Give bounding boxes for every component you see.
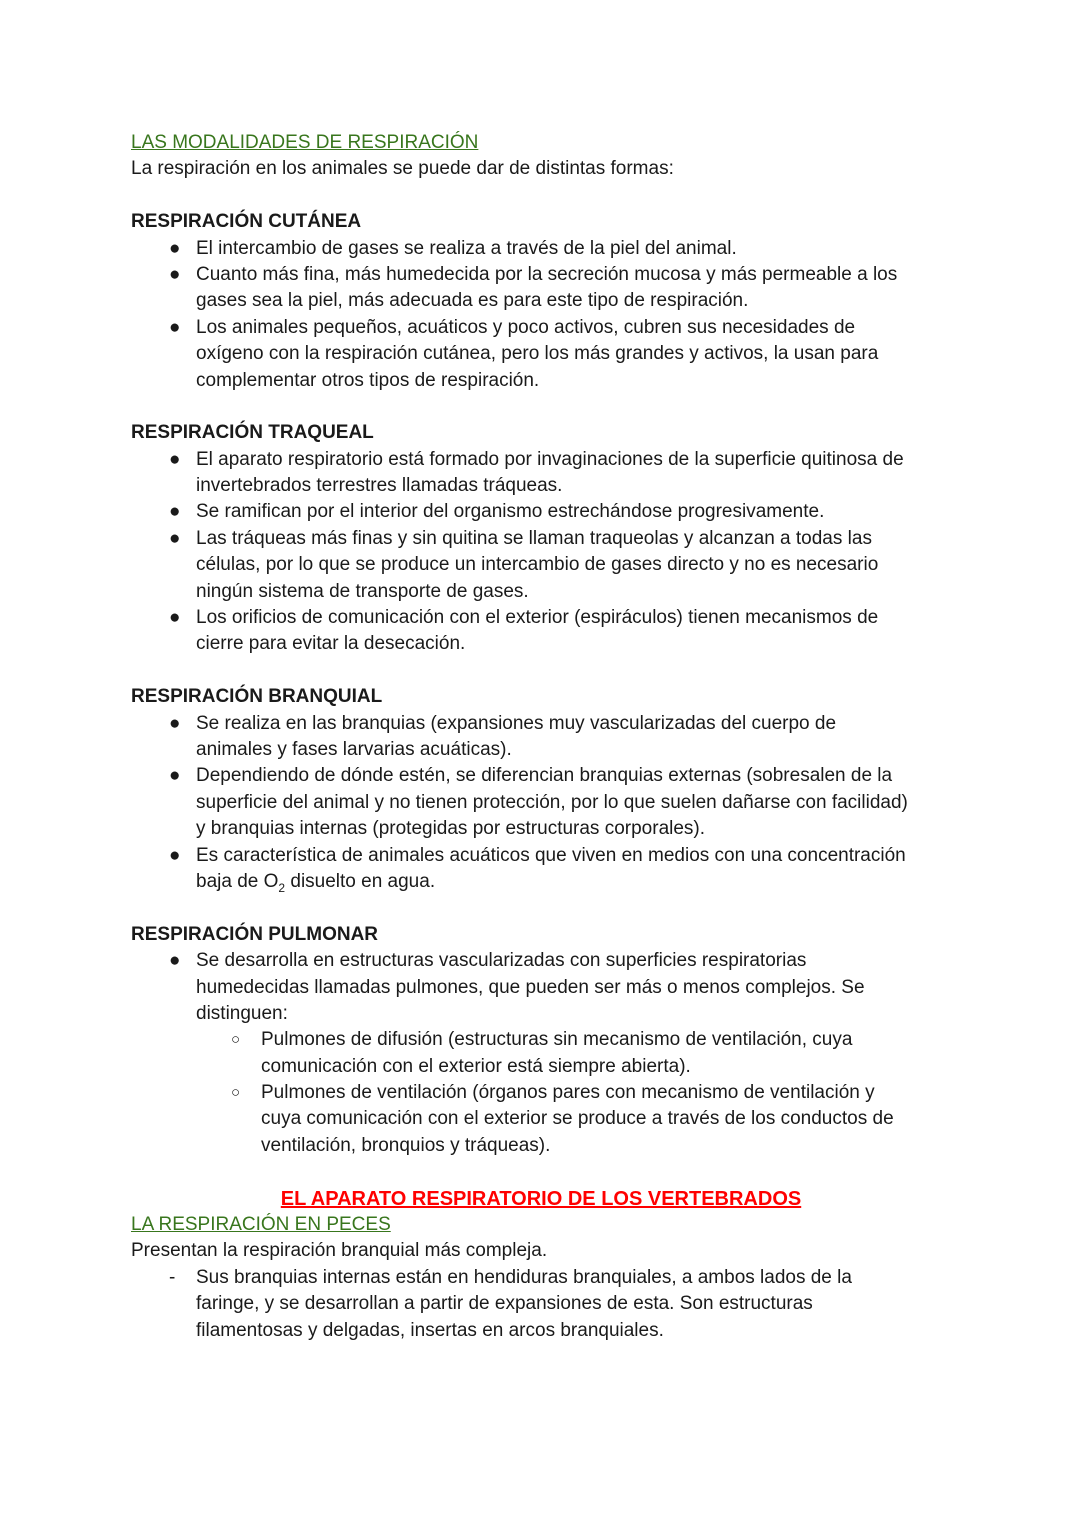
text-line: El aparato respiratorio está formado por invaginaciones de la superficie quitinosa de: [196, 448, 904, 470]
text-line: cuya comunicación con el exterior se produce a través de los conductos de: [261, 1108, 894, 1130]
hollow-bullet-icon: ○: [231, 1031, 241, 1049]
text-line: y branquias internas (protegidas por estructuras corporales).: [196, 818, 706, 840]
bullet-icon: ●: [169, 844, 181, 866]
text-line: RESPIRACIÓN PULMONAR: [131, 923, 379, 945]
bullet-icon: ●: [169, 501, 181, 523]
text-line: Los animales pequeños, acuáticos y poco activos, cubren sus necesidades de: [196, 316, 856, 338]
bullet-icon: ●: [169, 527, 181, 549]
bullet-item: [131, 315, 961, 394]
bullet-item: [131, 1265, 961, 1344]
blank-line: [131, 1159, 961, 1185]
text-line: El intercambio de gases se realiza a través de la piel del animal.: [196, 237, 737, 259]
bullet-icon: ●: [169, 316, 181, 338]
text-line: distinguen:: [196, 1002, 288, 1024]
text-line: Se realiza en las branquias (expansiones muy vascularizadas del cuerpo de: [196, 712, 837, 734]
text-line: Se desarrolla en estructuras vascularizadas con superficies respiratorias: [196, 950, 807, 972]
text-line: Pulmones de ventilación (órganos pares con mecanismo de ventilación y: [261, 1082, 875, 1104]
text-line: complementar otros tipos de respiración.: [196, 369, 540, 391]
section-heading: [131, 1212, 961, 1238]
bullet-icon: ●: [169, 607, 181, 629]
text-line: Se ramifican por el interior del organismo estrechándose progresivamente.: [196, 501, 825, 523]
text-line: Cuanto más fina, más humedecida por la secreción mucosa y más permeable a los: [196, 263, 898, 285]
text-line: LA RESPIRACIÓN EN PECES: [131, 1214, 391, 1236]
bullet-item: [131, 763, 961, 842]
text-line: Sus branquias internas están en hendiduras branquiales, a ambos lados de la: [196, 1266, 852, 1288]
bullet-icon: ●: [169, 263, 181, 285]
bullet-item: [131, 605, 961, 658]
bullet-item: [131, 948, 961, 1027]
hollow-bullet-icon: ○: [231, 1084, 241, 1102]
bullet-item: [131, 236, 961, 262]
text-line: Es característica de animales acuáticos que viven en medios con una concentración: [196, 844, 906, 866]
subsection-heading: [131, 420, 961, 446]
document-body: [131, 130, 961, 1344]
bullet-item: [131, 499, 961, 525]
subsection-heading: [131, 209, 961, 235]
text-line: gases sea la piel, más adecuada es para este tipo de respiración.: [196, 290, 749, 312]
text-line: Pulmones de difusión (estructuras sin mecanismo de ventilación, cuya: [261, 1029, 853, 1051]
blank-line: [131, 394, 961, 420]
bullet-item: [131, 711, 961, 764]
paragraph: [131, 156, 961, 182]
bullet-icon: ●: [169, 448, 181, 470]
subsection-heading: [131, 684, 961, 710]
text-line: RESPIRACIÓN CUTÁNEA: [131, 211, 362, 233]
text-line: EL APARATO RESPIRATORIO DE LOS VERTEBRADOS: [280, 1187, 802, 1210]
bullet-icon: ●: [169, 712, 181, 734]
text-line: superficie del animal y no tienen protección, por lo que suelen dañarse con facilidad): [196, 791, 908, 813]
text-line: La respiración en los animales se puede dar de distintas formas:: [131, 158, 674, 180]
text-line: oxígeno con la respiración cutánea, pero los más grandes y activos, la usan para: [196, 343, 879, 365]
text-line: Dependiendo de dónde estén, se diferencian branquias externas (sobresalen de la: [196, 765, 893, 787]
text-line: Las tráqueas más finas y sin quitina se llaman traqueolas y alcanzan a todas las: [196, 527, 872, 549]
bullet-icon: ●: [169, 765, 181, 787]
text-line: células, por lo que se produce un intercambio de gases directo y no es necesario: [196, 554, 879, 576]
blank-line: [131, 183, 961, 209]
text-line: animales y fases larvarias acuáticas).: [196, 738, 512, 760]
bullet-item: [131, 843, 961, 896]
text-line: ventilación, bronquios y tráqueas).: [261, 1134, 551, 1156]
paragraph: [131, 1238, 961, 1264]
text-line: baja de $O_2$ disuelto en agua.: [196, 870, 436, 895]
text-line: cierre para evitar la desecación.: [196, 633, 466, 655]
bullet-item: [131, 262, 961, 315]
text-line: RESPIRACIÓN BRANQUIAL: [131, 686, 383, 708]
text-line: filamentosas y delgadas, insertas en arcos branquiales.: [196, 1319, 664, 1341]
text-line: ningún sistema de transporte de gases.: [196, 580, 529, 602]
text-line: Presentan la respiración branquial más compleja.: [131, 1240, 548, 1262]
text-line: faringe, y se desarrollan a partir de expansiones de esta. Son estructuras: [196, 1293, 813, 1315]
text-line: Los orificios de comunicación con el exterior (espiráculos) tienen mecanismos de: [196, 607, 879, 629]
sub-bullet-item: [131, 1080, 961, 1159]
text-line: comunicación con el exterior está siempre abierta).: [261, 1055, 691, 1077]
sub-bullet-item: [131, 1027, 961, 1080]
text-line: RESPIRACIÓN TRAQUEAL: [131, 422, 374, 444]
text-line: invertebrados terrestres llamadas tráqueas.: [196, 475, 563, 497]
bullet-icon: ●: [169, 237, 181, 259]
blank-line: [131, 658, 961, 684]
bullet-item: [131, 447, 961, 500]
subsection-heading: [131, 922, 961, 948]
bullet-item: [131, 526, 961, 605]
text-line: humedecidas llamadas pulmones, que pueden ser más o menos complejos. Se: [196, 976, 865, 998]
chapter-title: [131, 1186, 961, 1212]
text-line: LAS MODALIDADES DE RESPIRACIÓN: [131, 132, 479, 153]
dash-bullet-icon: -: [169, 1266, 176, 1288]
section-heading: [131, 130, 961, 156]
blank-line: [131, 895, 961, 921]
bullet-icon: ●: [169, 950, 181, 972]
